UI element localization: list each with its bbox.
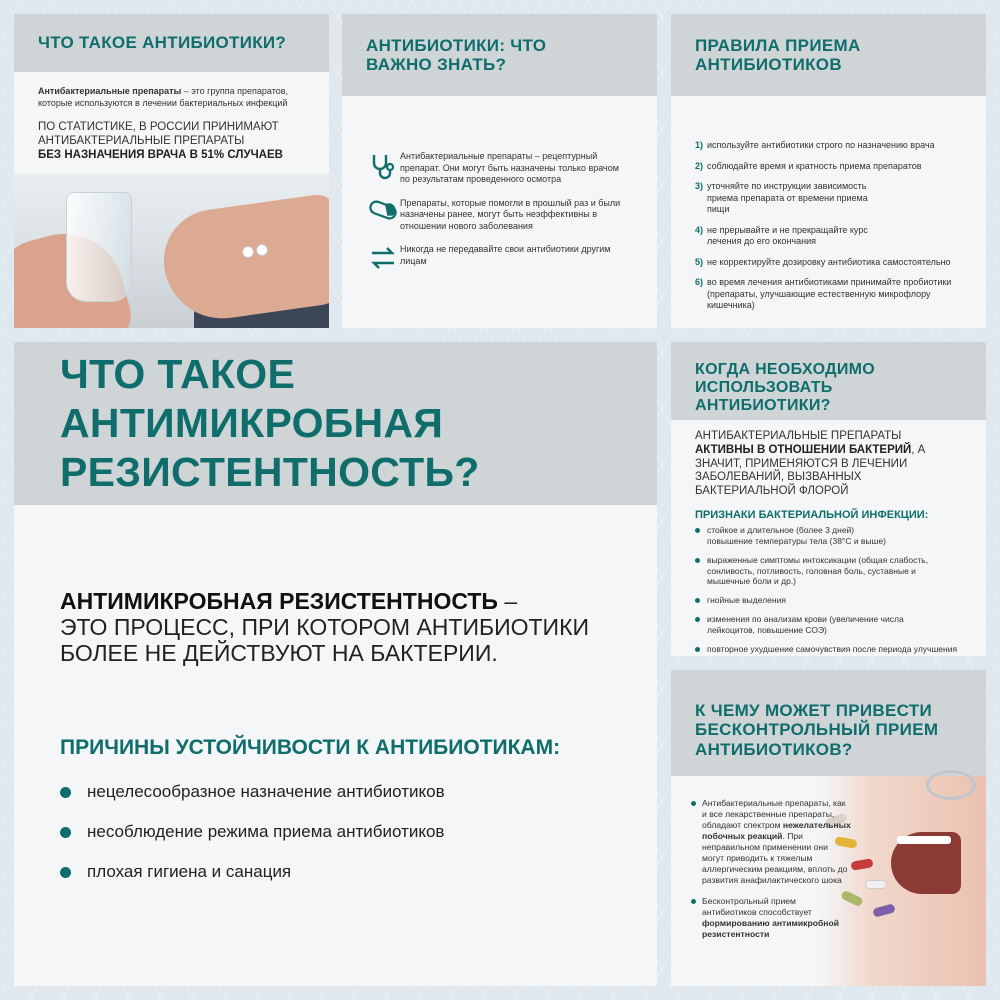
list-item: [695, 277, 964, 312]
list-item: [691, 798, 851, 886]
definition-term: АНТИМИКРОБНАЯ РЕЗИСТЕНТНОСТЬ: [60, 588, 498, 614]
capsule-icon: [368, 200, 398, 220]
bullet-icon: [60, 827, 71, 838]
panel-antimicrobial-resistance: [14, 342, 657, 986]
cause-text: нецелесообразное назначение антибиотиков: [87, 782, 445, 801]
statistic-text: [14, 109, 329, 162]
panel-title: [60, 350, 633, 498]
sign-text: изменения по анализам крови (увеличение числа лейкоцитов, повышение СОЭ): [707, 614, 904, 636]
title-line: РЕЗИСТЕНТНОСТЬ?: [60, 449, 480, 496]
list-item: [60, 822, 445, 842]
teeth: [897, 836, 951, 844]
panel-header: [671, 14, 986, 96]
item-text: Препараты, которые помогли в прошлый раз и были назначены ранее, могут быть неэффективны в отношении нового заболевания: [400, 197, 621, 231]
panel-title: [695, 361, 962, 415]
stat-line: АНТИБАКТЕРИАЛЬНЫЕ ПРЕПАРАТЫ: [38, 134, 245, 147]
glasses: [926, 770, 976, 800]
panel-important-to-know: [342, 14, 657, 328]
panel-title: АНТИБИОТИКИ: ЧТО ВАЖНО ЗНАТЬ?: [366, 35, 547, 74]
intro-rest: – это группа препаратов, которые используются в лечении бактериальных инфекций: [38, 86, 289, 108]
intro-part: АНТИБАКТЕРИАЛЬНЫЕ ПРЕПАРАТЫ: [695, 430, 902, 442]
list-item: [691, 896, 851, 940]
list-item: [695, 140, 964, 152]
intro-part: , А ЗНАЧИТ, ПРИМЕНЯЮТСЯ В ЛЕЧЕНИИ ЗАБОЛЕВАНИЙ, ВЫЗВАННЫХ БАКТЕРИАЛЬНОЙ ФЛОРОЙ: [695, 443, 926, 498]
title-line: КОГДА НЕОБХОДИМО: [695, 361, 876, 379]
know-list: [342, 96, 657, 270]
definition-text: [60, 588, 589, 667]
item-text: Никогда не передавайте свои антибиотики другим лицам: [400, 244, 611, 266]
item-text: [702, 798, 851, 886]
list-item: [60, 782, 445, 802]
panel-header: [14, 14, 329, 72]
bullet-icon: [691, 899, 696, 904]
rule-number: 3): [695, 181, 704, 192]
list-item: [695, 161, 964, 173]
signs-title: ПРИЗНАКИ БАКТЕРИАЛЬНОЙ ИНФЕКЦИИ:: [695, 508, 929, 521]
intro-text: [14, 72, 314, 109]
pill: [850, 858, 873, 871]
definition-dash: –: [497, 588, 518, 614]
list-item: [695, 525, 968, 547]
title-line: ЧТО ТАКОЕ АНТИМИКРОБНАЯ: [60, 350, 444, 446]
item-part: Антибактериальные препараты, как и все лекарственные препараты, обладают спектром: [702, 798, 846, 830]
list-item: [695, 257, 964, 269]
list-item: [366, 198, 633, 233]
title-line: БЕСКОНТРОЛЬНЫЙ ПРИЕМ: [695, 720, 939, 740]
panel-consequences: [671, 670, 986, 986]
pill: [865, 880, 887, 889]
pill: [256, 244, 268, 256]
list-item: [695, 555, 968, 588]
rule-number: 1): [695, 140, 704, 150]
definition-line: ЭТО ПРОЦЕСС, ПРИ КОТОРОМ АНТИБИОТИКИ: [60, 614, 589, 641]
cause-text: несоблюдение режима приема антибиотиков: [87, 822, 445, 841]
panel-title: ЧТО ТАКОЕ АНТИБИОТИКИ?: [38, 33, 287, 53]
item-bold: формированию антимикробной резистентности: [702, 918, 840, 939]
signs-list: [671, 525, 986, 655]
list-item: [695, 225, 964, 248]
panel-header: [671, 670, 986, 776]
transfer-arrows-icon: [369, 246, 397, 270]
rule-number: 4): [695, 224, 704, 235]
intro-text: [671, 420, 961, 499]
list-item: [695, 595, 968, 606]
panel-when-to-use: [671, 342, 986, 656]
list-item: [366, 244, 633, 270]
bullet-icon: [695, 617, 700, 622]
hands-with-pills-photo: [14, 174, 329, 328]
panel-header: [671, 342, 986, 420]
pill: [872, 903, 896, 917]
rule-number: 6): [695, 277, 704, 288]
title-line: К ЧЕМУ МОЖЕТ ПРИВЕСТИ: [695, 701, 932, 721]
list-item: [366, 151, 633, 186]
sign-text: гнойные выделения: [707, 595, 786, 606]
bullet-icon: [695, 558, 700, 563]
consequences-list: [691, 798, 851, 950]
intro-bold: АКТИВНЫ В ОТНОШЕНИИ БАКТЕРИЙ: [695, 443, 912, 456]
rule-text: используйте антибиотики строго по назначению врача: [707, 140, 935, 150]
rule-text: во время лечения антибиотиками принимайте пробиотики (препараты, улучшающие естественную микрофлору кишечника): [707, 277, 952, 311]
definition-line: БОЛЕЕ НЕ ДЕЙСТВУЮТ НА БАКТЕРИИ.: [60, 640, 498, 667]
sign-text: повторное ухудшение самочувствия после периода улучшения: [707, 643, 958, 654]
intro-bold: Антибактериальные препараты: [38, 86, 182, 96]
panel-rules: [671, 14, 986, 328]
rules-list: [671, 96, 986, 312]
list-item: [695, 181, 964, 216]
title-line: ИСПОЛЬЗОВАТЬ АНТИБИОТИКИ?: [695, 379, 833, 414]
rule-text: соблюдайте время и кратность приема препаратов: [707, 160, 922, 171]
sign-text: стойкое и длительное (более 3 дней) повышение температуры тела (38°С и выше): [707, 524, 886, 546]
water-glass: [66, 192, 132, 302]
cause-text: плохая гигиена и санация: [87, 862, 292, 881]
rule-number: 2): [695, 160, 704, 171]
stethoscope-icon: [370, 153, 396, 181]
rule-text: уточняйте по инструкции зависимость приема препарата от времени приема пищи: [707, 181, 868, 215]
item-bold: нежелательных побочных реакций: [702, 820, 851, 841]
item-part: Бесконтрольный прием антибиотиков способствует: [702, 896, 812, 917]
open-hand: [157, 192, 329, 326]
rule-number: 5): [695, 256, 704, 267]
stat-line: ПО СТАТИСТИКЕ, В РОССИИ ПРИНИМАЮТ: [38, 121, 279, 134]
panel-title: [695, 701, 938, 758]
panel-header: [14, 342, 657, 505]
item-text: [702, 896, 851, 940]
bullet-icon: [695, 598, 700, 603]
item-part: . При неправильном применении они могут приводить к тяжелым аллергическим реакциям, вплоть до развития анафилактического шока: [702, 831, 848, 885]
bullet-icon: [60, 867, 71, 878]
sign-text: выраженные симптомы интоксикации (общая слабость, сонливость, потливость, головная боль, суставные и мышечные боли и др.): [707, 554, 929, 587]
bullet-icon: [691, 801, 696, 806]
item-text: Антибактериальные препараты – рецептурный препарат. Они могут быть назначены только врачом по результатам проведенного осмотра: [400, 151, 619, 185]
bullet-icon: [695, 528, 700, 533]
pill: [242, 246, 254, 258]
panel-header: [342, 14, 657, 96]
causes-list: [60, 782, 445, 902]
bullet-icon: [695, 647, 700, 652]
rule-text: не прерывайте и не прекращайте курс лечения до его окончания: [707, 224, 868, 247]
rule-text: не корректируйте дозировку антибиотика самостоятельно: [707, 256, 951, 267]
panel-title: ПРАВИЛА ПРИЕМА АНТИБИОТИКОВ: [695, 35, 861, 74]
list-item: [60, 862, 445, 882]
title-line: АНТИБИОТИКОВ?: [695, 739, 853, 759]
list-item: [695, 614, 968, 636]
causes-title: ПРИЧИНЫ УСТОЙЧИВОСТИ К АНТИБИОТИКАМ:: [60, 736, 561, 759]
bullet-icon: [60, 787, 71, 798]
panel-what-are-antibiotics: [14, 14, 329, 328]
list-item: [695, 644, 968, 655]
stat-bold: БЕЗ НАЗНАЧЕНИЯ ВРАЧА В 51% СЛУЧАЕВ: [38, 148, 283, 161]
